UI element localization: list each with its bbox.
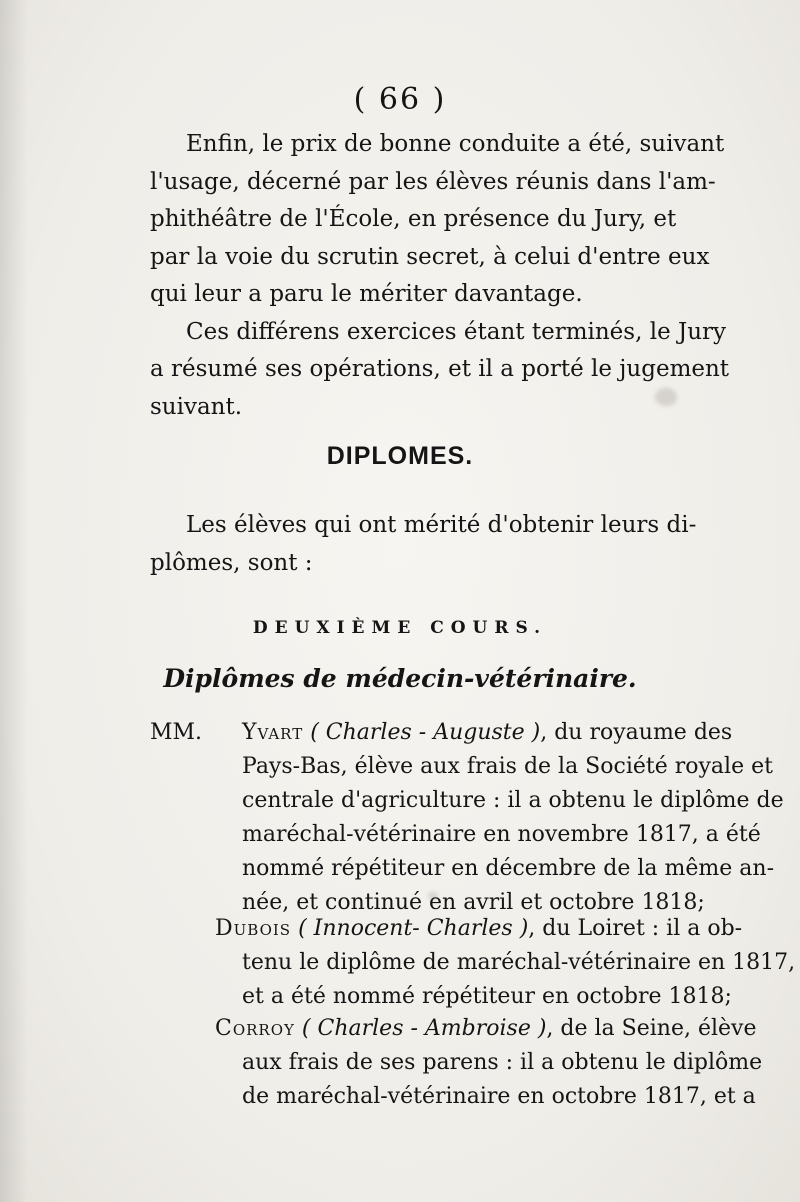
text-line: qui leur a paru le mériter davantage. [150, 281, 583, 307]
paragraph-prize [150, 126, 752, 426]
surname: Corroy [215, 1016, 295, 1041]
text-line: née, et continué en avril et octobre 1818; [242, 890, 705, 915]
text-line: suivant. [150, 393, 243, 420]
course-heading: DEUXIÈME COURS. [252, 618, 548, 638]
entry-text: , du Loiret : il a ob- [528, 916, 743, 941]
entry-text: , du royaume des [540, 720, 733, 745]
text-line: tenu le diplôme de maréchal-vétérinaire en 1817, [242, 950, 796, 975]
text-line: l'usage, décerné par les élèves réunis dans l'am- [150, 168, 716, 195]
text-line: maréchal-vétérinaire en novembre 1817, a été [242, 822, 761, 847]
text-line: nommé répétiteur en décembre de la même an- [242, 856, 775, 881]
text-line: par la voie du scrutin secret, à celui d'entre eux [150, 243, 710, 270]
page-number: ( 66 ) [353, 82, 447, 117]
text-line: aux frais de ses parens : il a obtenu le diplôme [242, 1050, 763, 1075]
section-heading-diplomes: DIPLOMES. [326, 442, 474, 470]
list-item [150, 716, 784, 920]
list-item [215, 912, 795, 1014]
surname: Dubois [215, 916, 292, 941]
entry-first-line [150, 716, 784, 750]
paragraph-intro [150, 507, 752, 582]
binding-shadow [0, 0, 28, 1202]
text-line: Pays-Bas, élève aux frais de la Société royale et [242, 754, 773, 779]
text-line: de maréchal-vétérinaire en octobre 1817, et a [242, 1084, 756, 1109]
diplomas-subheading: Diplômes de médecin-vétérinaire. [163, 664, 637, 693]
given-names: ( Charles - Ambroise ) [301, 1016, 547, 1041]
text-line: et a été nommé répétiteur en octobre 1818; [242, 984, 732, 1009]
text-line: centrale d'agriculture : il a obtenu le diplôme de [242, 788, 784, 813]
text-line: a résumé ses opérations, et il a porté le jugement [150, 356, 730, 382]
list-item [215, 1012, 762, 1114]
entry-first-line [215, 1012, 762, 1046]
paper-stain [655, 388, 677, 406]
paper-stain [428, 892, 438, 900]
mm-prefix: MM. [150, 720, 203, 745]
text-line: Ces différens exercices étant terminés, le Jury [186, 318, 727, 345]
text-line: plômes, sont : [150, 549, 313, 576]
surname: Yvart [242, 720, 304, 745]
entry-first-line [215, 912, 795, 946]
given-names: ( Charles - Auguste ) [310, 720, 541, 745]
paragraph [150, 314, 752, 427]
paragraph [150, 507, 752, 582]
given-names: ( Innocent- Charles ) [298, 916, 529, 941]
text-line: phithéâtre de l'École, en présence du Jury, et [150, 206, 677, 232]
paragraph [150, 126, 752, 314]
text-line: Enfin, le prix de bonne conduite a été, suivant [186, 131, 725, 157]
text-line: Les élèves qui ont mérité d'obtenir leurs di- [186, 512, 697, 538]
entry-text: , de la Seine, élève [546, 1016, 757, 1041]
